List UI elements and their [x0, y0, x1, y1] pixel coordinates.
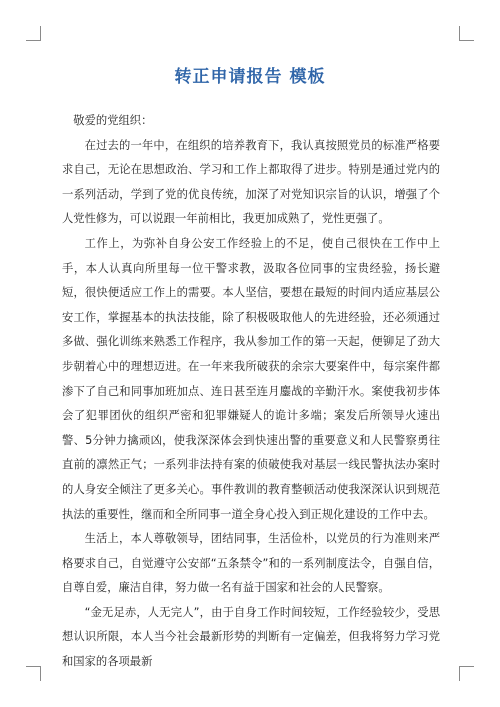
crop-mark-bottom-left: [26, 666, 41, 681]
salutation: 敬爱的党组织：: [73, 114, 153, 127]
document-body: [62, 109, 440, 675]
document-title: 转正申请报告 模板: [174, 67, 326, 87]
crop-mark-top-right: [459, 26, 474, 41]
paragraph-shortcomings: “金无足赤，人无完人”，由于自身工作时间较短，工作经验较少，受思想认识所限，本人当今社会最新形势的判断有一定偏差，但我将努力学习党和国家的各项最新: [62, 605, 440, 669]
paragraph-work: 工作上，为弥补自身公安工作经验上的不足，使自己很快在工作中上手，本人认真向所里每一位干警求教，汲取各位同事的宝贵经验，扬长避短，很快便适应工作上的需要。本人坚信，要想在最短的时间内适应基层公安工作，掌握基本的执法技能，除了积极吸取他人的先进经验，还必须通过多做、强化训练来熟悉工作程序，我从参加工作的第一天起，便铆足了劲大步朝着心中的理想迈进。在一年来我所破获的余宗大要案件中，每宗案件都渗下了自己和同事加班加点、连日甚至连月鏖战的辛勤汗水。案使我初步体会了犯罪团伙的组织严密和犯罪嫌疑人的诡计多端；案发后所领导火速出警、5分钟力擒顽凶，使我深深体会到快速出警的重要意义和人民警察勇往直前的凛然正气；一系列非法持有案的侦破使我对基层一线民警执法办案时的人身安全倾注了更多关心。事件教训的教育整顿活动使我深深认识到规范执法的重要性，继而和全所同事一道全身心投入到正规化建设的工作中去。: [62, 236, 440, 521]
crop-mark-top-left: [26, 26, 41, 41]
paragraph-intro: 在过去的一年中，在组织的培养教育下，我认真按照党员的标准严格要求自己，无论在思想政治、学习和工作上都取得了进步。特别是通过党内的一系列活动，学到了党的优良传统，加深了对党知识宗旨的认识，增强了个人党性修为，可以说跟一年前相比，我更加成熟了，党性更强了。: [62, 138, 440, 226]
crop-mark-bottom-right: [459, 666, 474, 681]
paragraph-life: 生活上，本人尊敬领导，团结同事，生活俭朴，以党员的行为准则来严格要求自己，自觉遵守公安部“五条禁令”和的一系列制度法令，自强自信，自尊自爱，廉洁自律，努力做一名有益于国家和社会的人民警察。: [62, 532, 440, 595]
